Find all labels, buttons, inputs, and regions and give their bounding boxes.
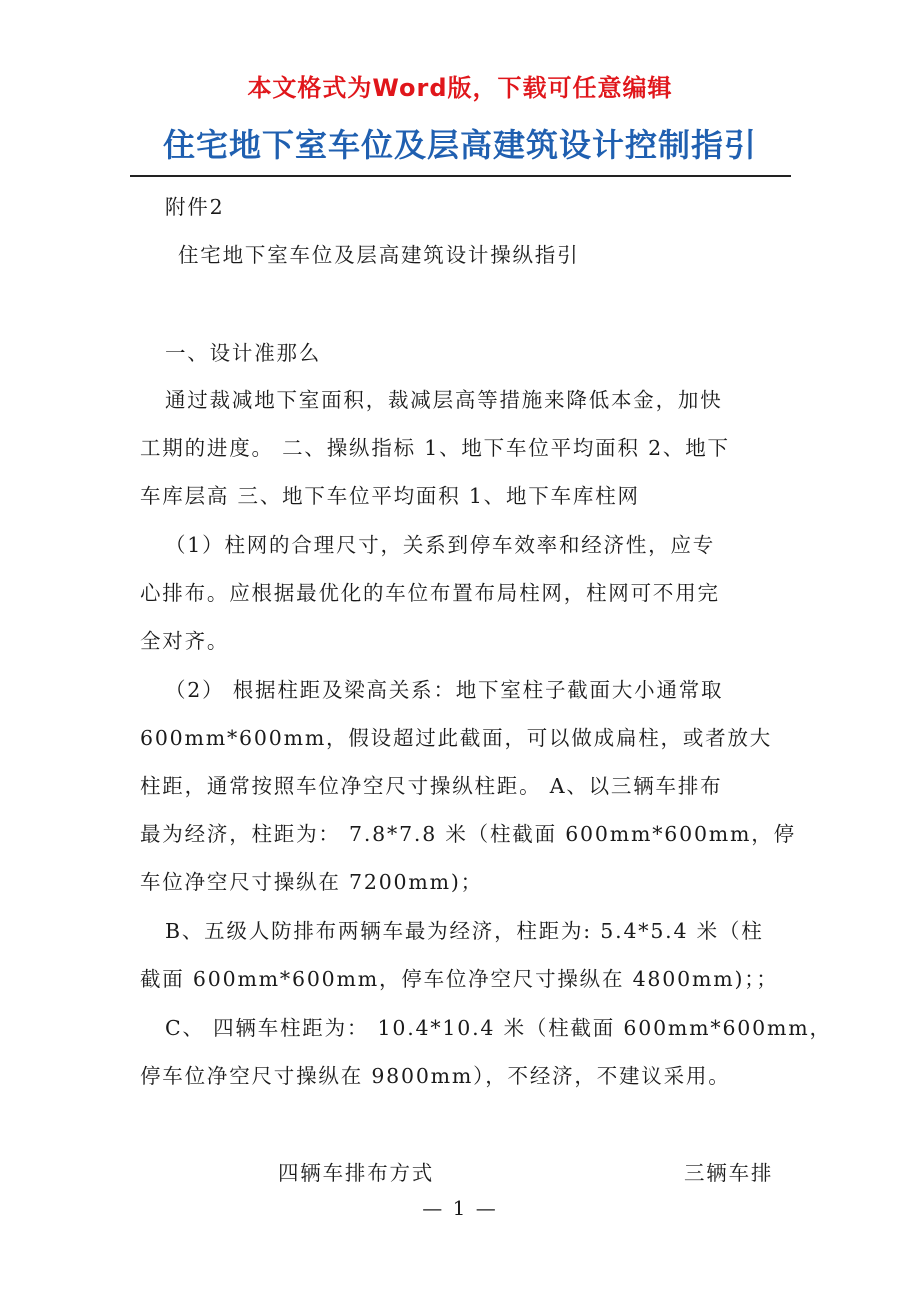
figure-caption-right: 三辆车排 [684, 1161, 774, 1185]
attachment-label: 附件2 [165, 195, 225, 219]
figure-caption-left: 四辆车排布方式 [278, 1161, 435, 1185]
paragraph-line: （1）柱网的合理尺寸，关系到停车效率和经济性，应专 [165, 533, 716, 557]
page-number: — 1 — [422, 1196, 498, 1220]
paragraph-line: 最为经济，柱距为： 7.8*7.8 米（柱截面 600mm*600mm，停 [140, 822, 796, 846]
paragraph-line: C、 四辆车柱距为： 10.4*10.4 米（柱截面 600mm*600mm， [165, 1016, 832, 1040]
paragraph-line: 停车位净空尺寸操纵在 9800mm），不经济，不建议采用。 [140, 1064, 731, 1088]
title-underline [130, 175, 791, 177]
paragraph-line: 车库层高 三、地下车位平均面积 1、地下车库柱网 [140, 484, 640, 508]
paragraph-line: 全对齐。 [140, 629, 230, 653]
document-subtitle: 住宅地下室车位及层高建筑设计操纵指引 [178, 243, 580, 267]
paragraph-line: 通过裁减地下室面积，裁减层高等措施来降低本金，加快 [165, 388, 723, 412]
download-banner: 本文格式为Word版，下载可任意编辑 [247, 74, 673, 102]
document-title: 住宅地下室车位及层高建筑设计控制指引 [162, 126, 757, 164]
paragraph-line: 工期的进度。 二、操纵指标 1、地下车位平均面积 2、地下 [140, 436, 730, 460]
paragraph-line: 心排布。应根据最优化的车位布置布局柱网，柱网可不用完 [140, 581, 720, 605]
section-heading-1: 一、设计准那么 [165, 341, 322, 365]
paragraph-line: 截面 600mm*600mm，停车位净空尺寸操纵在 4800mm)；； [140, 967, 779, 991]
paragraph-line: B、五级人防排布两辆车最为经济，柱距为: 5.4*5.4 米（柱 [165, 919, 764, 943]
paragraph-line: 柱距，通常按照车位净空尺寸操纵柱距。 A、以三辆车排布 [140, 774, 723, 798]
paragraph-line: 600mm*600mm，假设超过此截面，可以做成扁柱，或者放大 [140, 726, 773, 750]
paragraph-line: （2） 根据柱距及梁高关系：地下室柱子截面大小通常取 [165, 678, 724, 702]
paragraph-line: 车位净空尺寸操纵在 7200mm)； [140, 870, 483, 894]
